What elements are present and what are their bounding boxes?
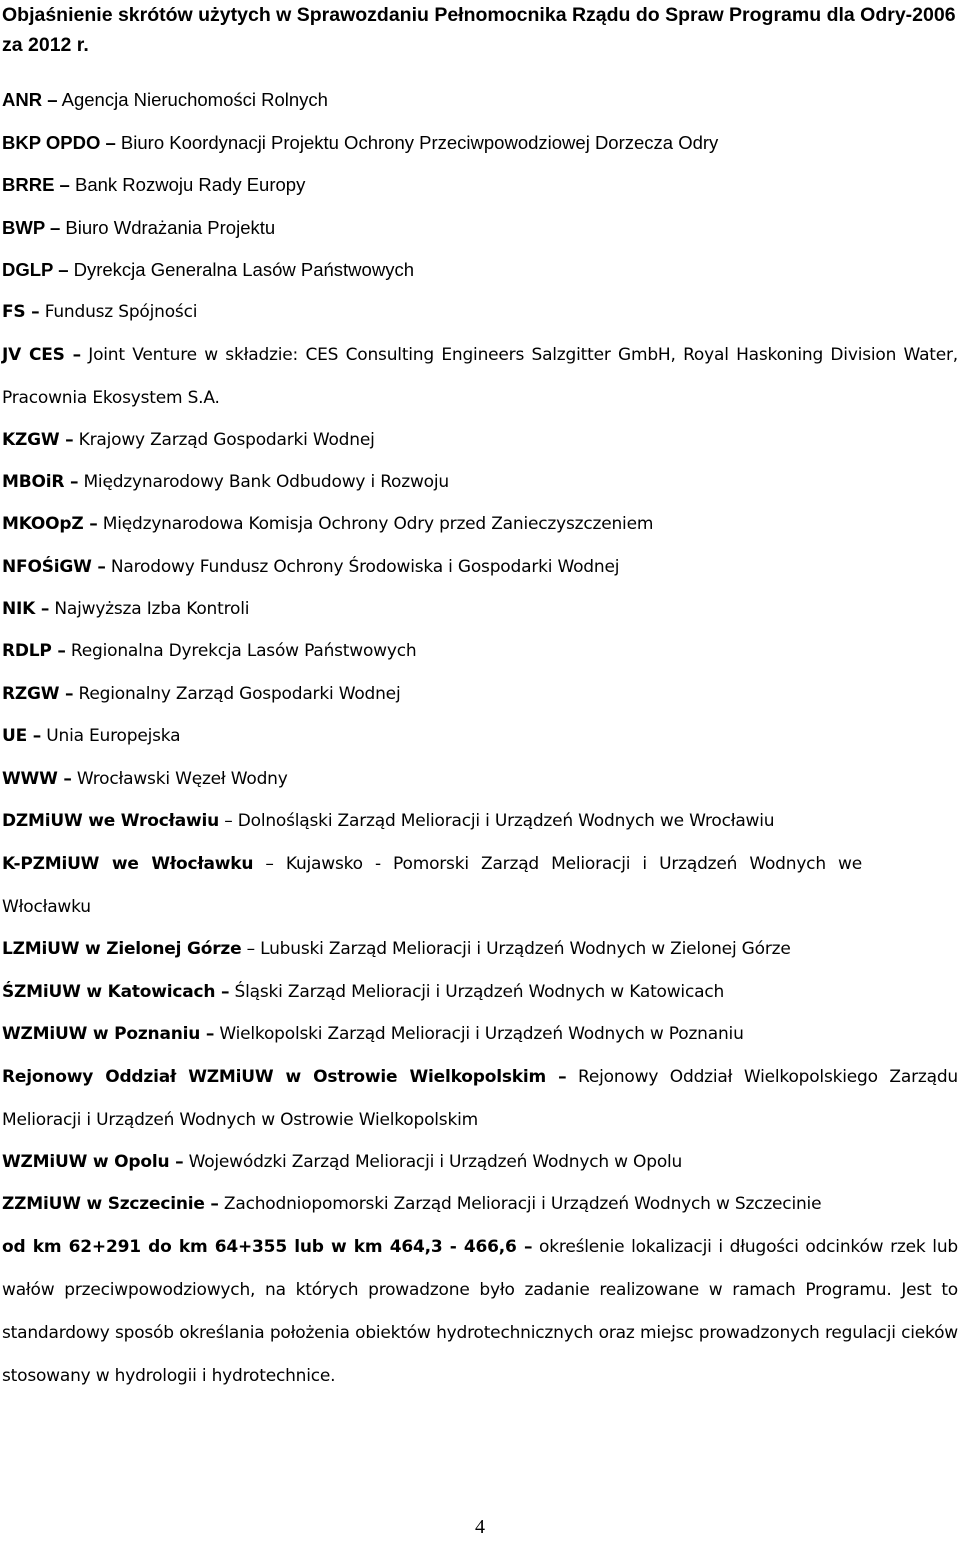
abbreviation-description: Narodowy Fundusz Ochrony Środowiska i Gospodarki Wodnej: [105, 557, 620, 577]
abbreviation-description: Wielkopolski Zarząd Melioracji i Urządzeń Wodnych w Poznaniu: [214, 1024, 744, 1044]
abbreviation-entry: [2, 291, 958, 334]
abbreviation-entry: [2, 1013, 958, 1056]
abbreviation-description: Agencja Nieruchomości Rolnych: [57, 89, 328, 110]
abbreviation: UE –: [2, 726, 42, 746]
abbreviation-entry: [2, 78, 958, 121]
abbreviation-description: – Dolnośląski Zarząd Melioracji i Urządzeń Wodnych we Wrocławiu: [219, 811, 775, 831]
abbreviation-description: Międzynarodowa Komisja Ochrony Odry przed Zanieczyszczeniem: [97, 514, 654, 534]
abbreviation: K-PZMiUW we Włocławku: [2, 854, 254, 874]
abbreviation: LZMiUW w Zielonej Górze: [2, 939, 242, 959]
abbreviation: BRRE –: [2, 174, 70, 195]
abbreviation: RZGW –: [2, 684, 74, 704]
abbreviation-entry: [2, 588, 958, 631]
abbreviation-entry: [2, 800, 958, 843]
abbreviation: ZZMiUW w Szczecinie –: [2, 1194, 219, 1214]
abbreviation: JV CES –: [2, 345, 81, 365]
abbreviation: BKP OPDO –: [2, 132, 116, 153]
abbreviation-description: Bank Rozwoju Rady Europy: [69, 174, 306, 195]
abbreviation-entry: [2, 503, 958, 546]
abbreviation-entry: [2, 630, 958, 673]
abbreviation: WZMiUW w Poznaniu –: [2, 1024, 215, 1044]
abbreviation-description: Fundusz Spójności: [39, 302, 198, 322]
abbreviation: BWP –: [2, 217, 61, 238]
abbreviation-entry: [2, 673, 958, 716]
abbreviation: DGLP –: [2, 259, 69, 280]
abbreviation-entry: [2, 1056, 958, 1142]
abbreviation: MBOiR –: [2, 472, 79, 492]
abbreviation-entry: [2, 1226, 958, 1398]
abbreviation: MKOOpZ –: [2, 514, 98, 534]
abbreviation-entry: [2, 1183, 958, 1226]
abbreviation: ANR –: [2, 89, 58, 110]
abbreviation-description: Biuro Wdrażania Projektu: [60, 217, 276, 238]
abbreviation: DZMiUW we Wrocławiu: [2, 811, 220, 831]
abbreviation-description: Śląski Zarząd Melioracji i Urządzeń Wodnych w Katowicach: [229, 982, 725, 1002]
abbreviation-entry: [2, 843, 862, 929]
abbreviation: od km 62+291 do km 64+355 lub w km 464,3 - 466,6 –: [2, 1237, 533, 1257]
abbreviation: Rejonowy Oddział WZMiUW w Ostrowie Wielkopolskim –: [2, 1067, 567, 1087]
abbreviation: RDLP –: [2, 641, 66, 661]
abbreviation: WZMiUW w Opolu –: [2, 1152, 184, 1172]
abbreviation-entry: [2, 461, 958, 504]
abbreviation-description: Krajowy Zarząd Gospodarki Wodnej: [73, 430, 375, 450]
abbreviation-description: określenie lokalizacji i długości odcinków rzek lub wałów przeciwpowodziowych, na których prowadzone było zadanie realizowane w ramach Programu. Jest to standardowy sposób określania położenia obiektów hydrotechnicznych oraz miejsc prowadzonych regulacji cieków stosowany w hydrologii i hydrotechnice.: [2, 1237, 958, 1386]
abbreviation-entry: [2, 334, 958, 420]
abbreviation-entry: [2, 758, 958, 801]
abbreviation-description: Zachodniopomorski Zarząd Melioracji i Urządzeń Wodnych w Szczecinie: [218, 1194, 822, 1214]
abbreviation-description: Międzynarodowy Bank Odbudowy i Rozwoju: [78, 472, 449, 492]
abbreviation-description: – Lubuski Zarząd Melioracji i Urządzeń Wodnych w Zielonej Górze: [241, 939, 791, 959]
abbreviation-entry: [2, 206, 958, 249]
abbreviation-entry: [2, 546, 958, 589]
abbreviation-description: Regionalna Dyrekcja Lasów Państwowych: [65, 641, 417, 661]
abbreviation-entry: [2, 715, 958, 758]
abbreviation-description: Unia Europejska: [41, 726, 181, 746]
abbreviation-description: Najwyższa Izba Kontroli: [49, 599, 250, 619]
abbreviation-entry: [2, 928, 958, 971]
abbreviation-entry: [2, 971, 958, 1014]
abbreviation-entry: [2, 121, 958, 164]
abbreviation-description: Rejonowy Oddział Wielkopolskiego Zarządu Melioracji i Urządzeń Wodnych w Ostrowie Wielkopolskim: [2, 1067, 958, 1130]
abbreviation-entry: [2, 163, 958, 206]
abbreviation: ŚZMiUW w Katowicach –: [2, 982, 230, 1002]
abbreviation-description: Joint Venture w składzie: CES Consulting Engineers Salzgitter GmbH, Royal Haskoning Division Water, Pracownia Ekosystem S.A.: [2, 345, 958, 408]
abbreviation-description: – Kujawsko - Pomorski Zarząd Melioracji i Urządzeń Wodnych we Włocławku: [2, 854, 863, 917]
abbreviation-description: Regionalny Zarząd Gospodarki Wodnej: [73, 684, 401, 704]
abbreviation-description: Biuro Koordynacji Projektu Ochrony Przeciwpowodziowej Dorzecza Odry: [115, 132, 719, 153]
document-title: Objaśnienie skrótów użytych w Sprawozdaniu Pełnomocnika Rządu do Spraw Programu dla Odry-2006 za 2012 r.: [2, 4, 956, 56]
abbreviation: NIK –: [2, 599, 50, 619]
abbreviation: FS –: [2, 302, 40, 322]
abbreviation: WWW –: [2, 769, 72, 789]
abbreviation-entry: [2, 1141, 958, 1184]
abbreviation-entry: [2, 248, 958, 291]
abbreviation-description: Wojewódzki Zarząd Melioracji i Urządzeń Wodnych w Opolu: [183, 1152, 683, 1172]
abbreviation-description: Dyrekcja Generalna Lasów Państwowych: [68, 259, 414, 280]
abbreviation: NFOŚiGW –: [2, 557, 106, 577]
abbreviation-entry: [2, 419, 958, 462]
abbreviation: KZGW –: [2, 430, 74, 450]
page-number: 4: [475, 1516, 485, 1538]
abbreviation-description: Wrocławski Węzeł Wodny: [71, 769, 288, 789]
